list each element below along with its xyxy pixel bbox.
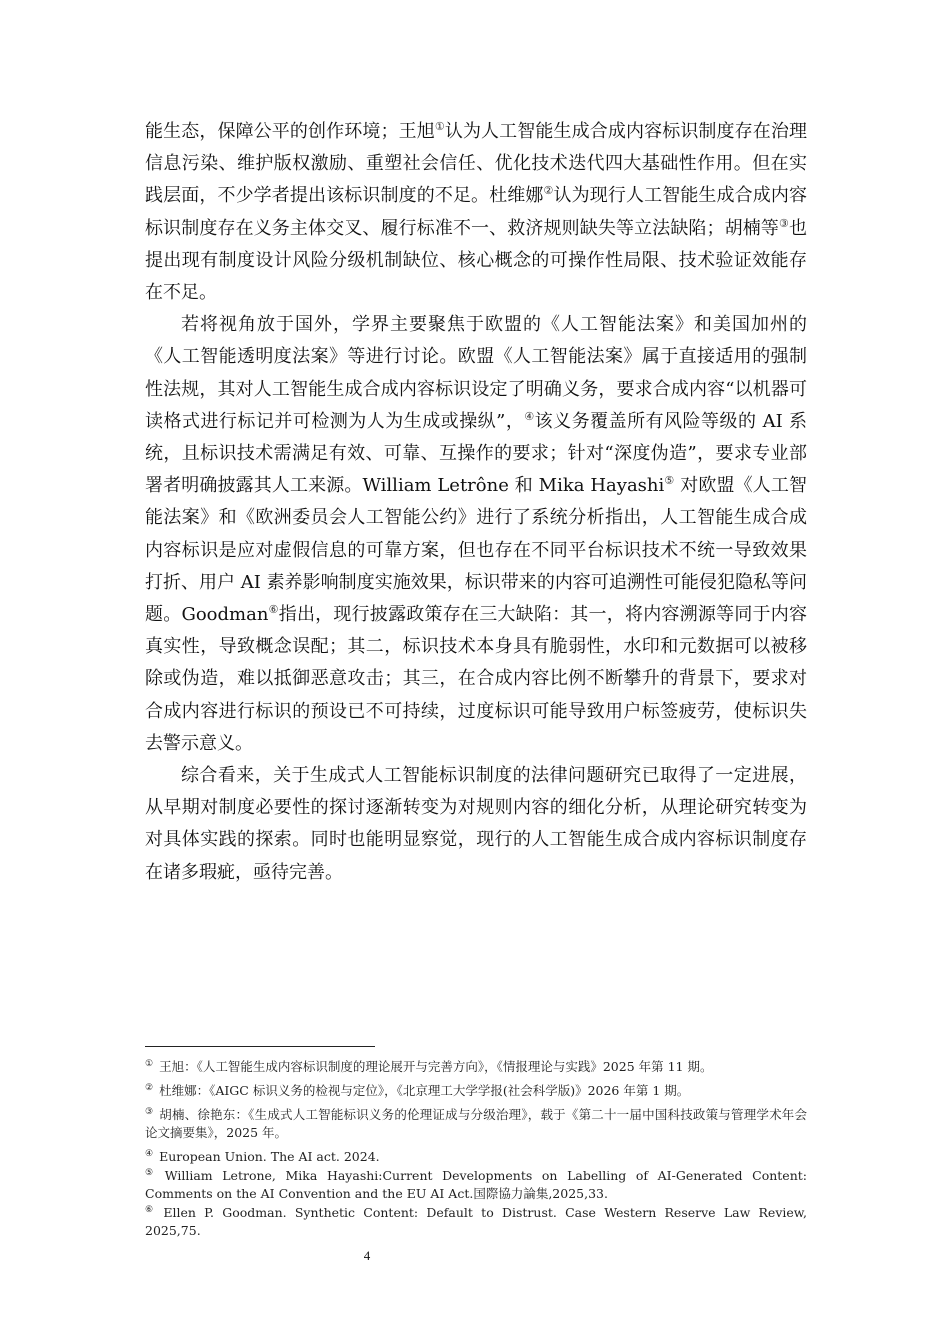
paragraph-3 — [145, 760, 807, 889]
footnote-text: Ellen P. Goodman. Synthetic Content: Default to Distrust. Case Western Reserve Law Review, 2025,75. — [145, 1205, 807, 1238]
footnote-text: William Letrone, Mika Hayashi:Current Developments on Labelling of AI-Generated Content: Comments on the AI Convention and the EU AI Act.国際協力論集,2025,33. — [145, 1168, 807, 1201]
footnote-5 — [145, 1167, 807, 1203]
footnote-mark: ⑥ — [145, 1204, 158, 1215]
footnote-text: 杜维娜：《AIGC 标识义务的检视与定位》，《北京理工大学学报(社会科学版)》2026 年第 1 期。 — [159, 1083, 690, 1098]
text-span: 该义务覆盖所有风险等级的 AI 系统，且标识技术需满足有效、可靠、互操作的要求；针对“深度伪造”，要求专业部署者明确披露其人工来源。William Letrône 和 Mika Hayashi — [145, 410, 807, 497]
text-span: 综合看来，关于生成式人工智能标识制度的法律问题研究已取得了一定进展，从早期对制度必要性的探讨逐渐转变为对规则内容的细化分析，从理论研究转变为对具体实践的探索。同时也能明显察觉，现行的人工智能生成合成内容标识制度存在诸多瑕疵，亟待完善。 — [145, 765, 807, 883]
footnote-ref-2[interactable]: ② — [543, 184, 554, 198]
paragraph-2 — [145, 309, 807, 760]
text-span: 能生态，保障公平的创作环境；王旭 — [145, 121, 435, 142]
text-span: 认为人工智能生成合成内容标识制度存在治理信息污染、维护版权激励、重塑社会信任、优化技术迭代四大基础性作用。但在实践层面，不少学者提出该标识制度的不足。杜维娜 — [145, 121, 808, 207]
footnote-mark: ① — [145, 1058, 154, 1069]
paragraph-1 — [145, 116, 807, 309]
footnote-2 — [145, 1082, 807, 1100]
text-span: 指出，现行披露政策存在三大缺陷：其一，将内容溯源等同于内容真实性，导致概念误配；其二，标识技术本身具有脆弱性，水印和元数据可以被移除或伪造，难以抵御恶意攻击；其三，在合成内容比例不断攀升的背景下，要求对合成内容进行标识的预设已不可持续，过度标识可能导致用户标签疲劳，使标识失去警示意义。 — [145, 604, 807, 754]
text-span: 若将视角放于国外，学界主要聚焦于欧盟的《人工智能法案》和美国加州的《人工智能透明度法案》等进行讨论。欧盟《人工智能法案》属于直接适用的强制性法规，其对人工智能生成合成内容标识设定了明确义务，要求合成内容“以机器可读格式进行标记并可检测为人为生成或操纵”， — [145, 314, 807, 432]
footnote-6 — [145, 1204, 807, 1240]
footnote-ref-5[interactable]: ⑤ — [664, 474, 675, 488]
footnote-4 — [145, 1148, 807, 1166]
footnote-mark: ⑤ — [145, 1167, 159, 1178]
text-span: 也提出现有制度设计风险分级机制缺位、核心概念的可操作性局限、技术验证效能存在不足。 — [145, 217, 807, 304]
body-text — [145, 116, 807, 889]
footnote-text: 胡楠、徐艳东：《生成式人工智能标识义务的伦理证成与分级治理》，载于《第二十一届中国科技政策与管理学术年会论文摘要集》，2025 年。 — [145, 1107, 807, 1140]
text-span: 认为现行人工智能生成合成内容标识制度存在义务主体交叉、履行标准不一、救济规则缺失等立法缺陷；胡楠等 — [145, 185, 808, 239]
page-number: 4 — [363, 1248, 371, 1263]
footnote-separator — [145, 1046, 375, 1047]
footnotes — [145, 1058, 807, 1241]
footnote-ref-4[interactable]: ④ — [524, 409, 535, 423]
footnote-ref-1[interactable]: ① — [434, 120, 445, 133]
footnote-mark: ③ — [145, 1106, 154, 1117]
footnote-ref-6[interactable]: ⑥ — [268, 603, 279, 617]
footnote-text: European Union. The AI act. 2024. — [159, 1149, 380, 1164]
footnote-mark: ④ — [145, 1148, 154, 1159]
footnote-1 — [145, 1058, 807, 1076]
footnote-text: 王旭：《人工智能生成内容标识制度的理论展开与完善方向》，《情报理论与实践》2025 年第 11 期。 — [159, 1059, 713, 1074]
footnote-ref-3[interactable]: ③ — [779, 216, 789, 230]
text-span: 对欧盟《人工智能法案》和《欧洲委员会人工智能公约》进行了系统分析指出，人工智能生成合成内容标识是应对虚假信息的可靠方案，但也存在不同平台标识技术不统一导致效果打折、用户 AI 素养影响制度实施效果，标识带来的内容可追溯性可能侵犯隐私等问题。Goodman — [145, 475, 807, 626]
footnote-3 — [145, 1106, 807, 1142]
footnote-mark: ② — [145, 1082, 154, 1093]
